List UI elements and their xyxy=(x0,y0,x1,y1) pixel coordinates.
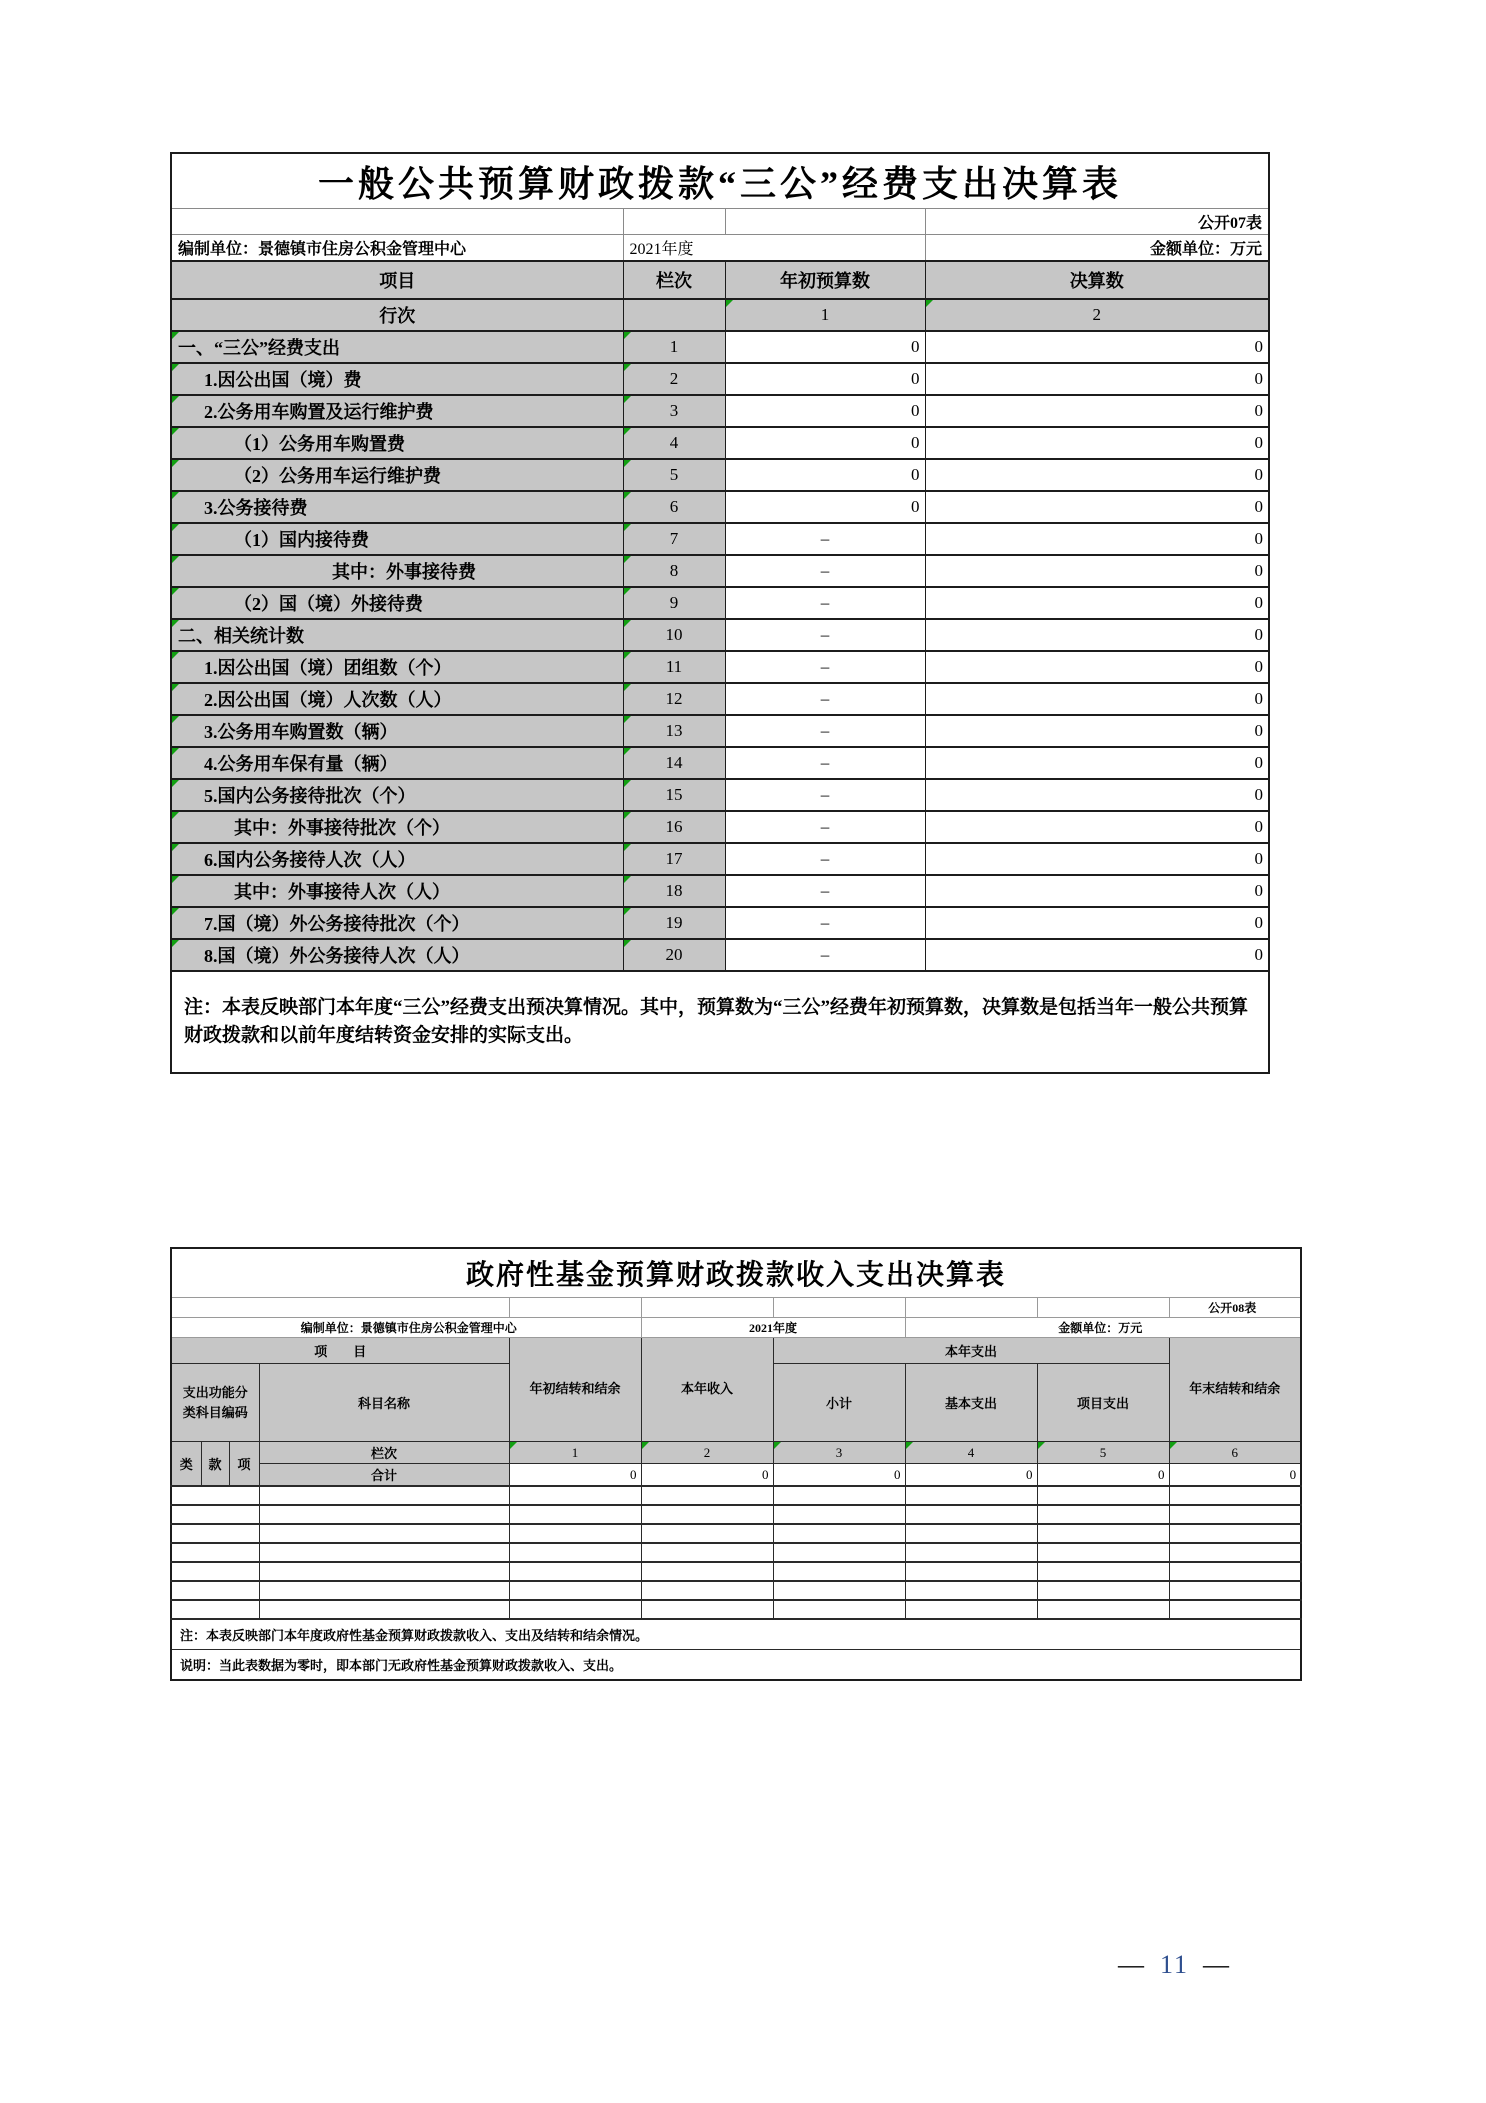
table2-lanci-label: 栏次 xyxy=(259,1442,509,1464)
item-cell: 其中：外事接待批次（个） xyxy=(171,811,623,843)
empty-cell xyxy=(171,1600,259,1619)
empty-cell xyxy=(1037,1505,1169,1524)
table-row xyxy=(171,683,1269,715)
budget-value-cell: – xyxy=(725,811,925,843)
budget-value-cell: – xyxy=(725,683,925,715)
budget-value-cell: – xyxy=(725,523,925,555)
table1-year: 2021年度 xyxy=(623,235,925,262)
empty-cell xyxy=(259,1581,509,1600)
page-number-value: 11 xyxy=(1160,1950,1190,1979)
table2-colno: 6 xyxy=(1169,1442,1301,1464)
empty-cell xyxy=(773,1600,905,1619)
empty-cell xyxy=(509,1562,641,1581)
empty-cell xyxy=(1037,1581,1169,1600)
empty-cell xyxy=(641,1486,773,1505)
empty-cell xyxy=(773,1505,905,1524)
spacer-cell xyxy=(641,1298,773,1318)
empty-data-row xyxy=(171,1600,1301,1619)
budget-value-cell: – xyxy=(725,843,925,875)
table2-note: 注：本表反映部门本年度政府性基金预算财政拨款收入、支出及结转和结余情况。 xyxy=(171,1619,1301,1650)
table2-header-subtotal: 小计 xyxy=(773,1364,905,1442)
empty-cell xyxy=(641,1543,773,1562)
empty-cell xyxy=(1169,1524,1301,1543)
page-number xyxy=(1118,1950,1231,1980)
table2-header-project-exp: 项目支出 xyxy=(1037,1364,1169,1442)
empty-cell xyxy=(905,1600,1037,1619)
table2-total-value: 0 xyxy=(641,1464,773,1487)
item-cell: 二、相关统计数 xyxy=(171,619,623,651)
line-number-cell: 13 xyxy=(623,715,725,747)
item-cell: 2.公务用车购置及运行维护费 xyxy=(171,395,623,427)
table1-colno-1: 1 xyxy=(725,299,925,331)
final-value-cell: 0 xyxy=(925,747,1269,779)
line-number-cell: 18 xyxy=(623,875,725,907)
table-row xyxy=(171,843,1269,875)
table2-colno: 2 xyxy=(641,1442,773,1464)
item-cell: （2）公务用车运行维护费 xyxy=(171,459,623,491)
line-number-cell: 3 xyxy=(623,395,725,427)
empty-cell xyxy=(259,1600,509,1619)
item-cell: 6.国内公务接待人次（人） xyxy=(171,843,623,875)
spacer-cell xyxy=(623,209,725,235)
final-value-cell: 0 xyxy=(925,459,1269,491)
final-value-cell: 0 xyxy=(925,395,1269,427)
item-cell: （1）国内接待费 xyxy=(171,523,623,555)
empty-cell xyxy=(171,1562,259,1581)
empty-data-row xyxy=(171,1543,1301,1562)
budget-value-cell: – xyxy=(725,651,925,683)
spacer-cell xyxy=(1037,1298,1169,1318)
empty-cell xyxy=(171,1505,259,1524)
item-cell: 7.国（境）外公务接待批次（个） xyxy=(171,907,623,939)
spacer-cell xyxy=(905,1298,1037,1318)
budget-value-cell: – xyxy=(725,875,925,907)
table-row xyxy=(171,811,1269,843)
table-row xyxy=(171,363,1269,395)
item-cell: 一、“三公”经费支出 xyxy=(171,331,623,363)
table2-colno: 1 xyxy=(509,1442,641,1464)
empty-cell xyxy=(1169,1562,1301,1581)
item-cell: 4.公务用车保有量（辆） xyxy=(171,747,623,779)
line-number-cell: 12 xyxy=(623,683,725,715)
budget-value-cell: – xyxy=(725,715,925,747)
item-cell: （2）国（境）外接待费 xyxy=(171,587,623,619)
table2-total-value: 0 xyxy=(1037,1464,1169,1487)
table2-colno: 5 xyxy=(1037,1442,1169,1464)
table2-header-item: 项 xyxy=(229,1442,259,1487)
budget-value-cell: – xyxy=(725,907,925,939)
line-number-cell: 11 xyxy=(623,651,725,683)
empty-cell xyxy=(1037,1543,1169,1562)
empty-cell xyxy=(171,1486,259,1505)
empty-cell xyxy=(905,1524,1037,1543)
table-row xyxy=(171,875,1269,907)
empty-cell xyxy=(509,1505,641,1524)
table1-title: 一般公共预算财政拨款“三公”经费支出决算表 xyxy=(171,153,1269,209)
table2-total-label: 合计 xyxy=(259,1464,509,1487)
budget-value-cell: 0 xyxy=(725,491,925,523)
empty-cell xyxy=(773,1524,905,1543)
empty-cell xyxy=(509,1524,641,1543)
budget-value-cell: – xyxy=(725,779,925,811)
item-cell: 2.因公出国（境）人次数（人） xyxy=(171,683,623,715)
table2-header-begin-balance: 年初结转和结余 xyxy=(509,1338,641,1442)
item-cell: 3.公务接待费 xyxy=(171,491,623,523)
empty-data-row xyxy=(171,1562,1301,1581)
final-value-cell: 0 xyxy=(925,875,1269,907)
page-number-dash-right: — xyxy=(1203,1950,1232,1979)
table2-total-value: 0 xyxy=(509,1464,641,1487)
final-value-cell: 0 xyxy=(925,843,1269,875)
empty-cell xyxy=(1169,1600,1301,1619)
table2-total-value: 0 xyxy=(1169,1464,1301,1487)
final-value-cell: 0 xyxy=(925,939,1269,971)
empty-cell xyxy=(259,1543,509,1562)
final-value-cell: 0 xyxy=(925,363,1269,395)
empty-cell xyxy=(171,1581,259,1600)
empty-cell xyxy=(641,1600,773,1619)
table2-header-end-balance: 年末结转和结余 xyxy=(1169,1338,1301,1442)
empty-cell xyxy=(509,1581,641,1600)
table-row xyxy=(171,619,1269,651)
table-row xyxy=(171,587,1269,619)
table2-year: 2021年度 xyxy=(641,1318,905,1338)
line-number-cell: 10 xyxy=(623,619,725,651)
item-cell: 其中：外事接待费 xyxy=(171,555,623,587)
table2-header-expenditure-group: 本年支出 xyxy=(773,1338,1169,1364)
line-number-cell: 16 xyxy=(623,811,725,843)
line-number-cell: 15 xyxy=(623,779,725,811)
table1-col-header-budget: 年初预算数 xyxy=(725,261,925,299)
item-cell: （1）公务用车购置费 xyxy=(171,427,623,459)
table2-empty-body xyxy=(171,1486,1301,1619)
line-number-cell: 8 xyxy=(623,555,725,587)
table2-header-basic: 基本支出 xyxy=(905,1364,1037,1442)
empty-data-row xyxy=(171,1524,1301,1543)
table2-explanation: 说明：当此表数据为零时，即本部门无政府性基金预算财政拨款收入、支出。 xyxy=(171,1650,1301,1681)
table1-col-header-line: 栏次 xyxy=(623,261,725,299)
budget-value-cell: – xyxy=(725,555,925,587)
table-row xyxy=(171,715,1269,747)
page-number-dash-left: — xyxy=(1118,1950,1146,1979)
item-cell: 3.公务用车购置数（辆） xyxy=(171,715,623,747)
empty-cell xyxy=(773,1562,905,1581)
line-number-cell: 6 xyxy=(623,491,725,523)
table-row xyxy=(171,651,1269,683)
line-number-cell: 9 xyxy=(623,587,725,619)
empty-cell xyxy=(1169,1543,1301,1562)
line-number-cell: 2 xyxy=(623,363,725,395)
budget-value-cell: – xyxy=(725,587,925,619)
table-row xyxy=(171,747,1269,779)
table-row xyxy=(171,427,1269,459)
spacer-cell xyxy=(171,209,623,235)
table1-col-header-final: 决算数 xyxy=(925,261,1269,299)
empty-cell xyxy=(1037,1562,1169,1581)
table1-note: 注：本表反映部门本年度“三公”经费支出预决算情况。其中，预算数为“三公”经费年初预算数，决算数是包括当年一般公共预算财政拨款和以前年度结转资金安排的实际支出。 xyxy=(171,971,1269,1073)
final-value-cell: 0 xyxy=(925,811,1269,843)
final-value-cell: 0 xyxy=(925,683,1269,715)
table2-header-section: 款 xyxy=(201,1442,229,1487)
budget-value-cell: – xyxy=(725,939,925,971)
spacer-cell xyxy=(171,1298,509,1318)
line-number-cell: 14 xyxy=(623,747,725,779)
item-cell: 5.国内公务接待批次（个） xyxy=(171,779,623,811)
table-row xyxy=(171,459,1269,491)
table1-code: 公开07表 xyxy=(925,209,1269,235)
empty-cell xyxy=(905,1486,1037,1505)
table2-header-subject-name: 科目名称 xyxy=(259,1364,509,1442)
table2-header-project-group: 项 目 xyxy=(171,1338,509,1364)
spacer-cell xyxy=(623,299,725,331)
empty-cell xyxy=(259,1505,509,1524)
empty-cell xyxy=(1037,1600,1169,1619)
final-value-cell: 0 xyxy=(925,427,1269,459)
table-row xyxy=(171,779,1269,811)
item-cell: 1.因公出国（境）团组数（个） xyxy=(171,651,623,683)
table-row xyxy=(171,939,1269,971)
empty-cell xyxy=(171,1543,259,1562)
final-value-cell: 0 xyxy=(925,619,1269,651)
empty-cell xyxy=(1169,1581,1301,1600)
final-value-cell: 0 xyxy=(925,715,1269,747)
empty-cell xyxy=(509,1543,641,1562)
final-value-cell: 0 xyxy=(925,779,1269,811)
empty-cell xyxy=(773,1581,905,1600)
empty-data-row xyxy=(171,1581,1301,1600)
empty-cell xyxy=(905,1581,1037,1600)
table2-header-current-income: 本年收入 xyxy=(641,1338,773,1442)
empty-data-row xyxy=(171,1486,1301,1505)
spacer-cell xyxy=(773,1298,905,1318)
table2-code: 公开08表 xyxy=(1169,1298,1301,1318)
table2-header-func-code: 支出功能分类科目编码 xyxy=(171,1364,259,1442)
empty-cell xyxy=(259,1486,509,1505)
empty-cell xyxy=(641,1505,773,1524)
table1-prepared-by: 编制单位：景德镇市住房公积金管理中心 xyxy=(171,235,623,262)
table2-colno: 4 xyxy=(905,1442,1037,1464)
empty-cell xyxy=(509,1486,641,1505)
table1-body xyxy=(171,331,1269,971)
table-row xyxy=(171,491,1269,523)
spacer-cell xyxy=(509,1298,641,1318)
item-cell: 其中：外事接待人次（人） xyxy=(171,875,623,907)
line-number-cell: 19 xyxy=(623,907,725,939)
final-value-cell: 0 xyxy=(925,907,1269,939)
empty-cell xyxy=(905,1505,1037,1524)
empty-cell xyxy=(259,1562,509,1581)
line-number-cell: 5 xyxy=(623,459,725,491)
gov-fund-budget-table xyxy=(170,1247,1302,1681)
empty-cell xyxy=(1169,1486,1301,1505)
final-value-cell: 0 xyxy=(925,651,1269,683)
empty-cell xyxy=(905,1543,1037,1562)
table2-title: 政府性基金预算财政拨款收入支出决算表 xyxy=(171,1248,1301,1298)
table1-colno-2: 2 xyxy=(925,299,1269,331)
table2-colno: 3 xyxy=(773,1442,905,1464)
final-value-cell: 0 xyxy=(925,587,1269,619)
final-value-cell: 0 xyxy=(925,555,1269,587)
line-number-cell: 4 xyxy=(623,427,725,459)
line-number-cell: 20 xyxy=(623,939,725,971)
final-value-cell: 0 xyxy=(925,523,1269,555)
table-row xyxy=(171,395,1269,427)
empty-cell xyxy=(641,1562,773,1581)
empty-cell xyxy=(641,1524,773,1543)
table2-header-class: 类 xyxy=(171,1442,201,1487)
budget-value-cell: 0 xyxy=(725,331,925,363)
item-cell: 1.因公出国（境）费 xyxy=(171,363,623,395)
empty-cell xyxy=(1169,1505,1301,1524)
table2-total-value: 0 xyxy=(905,1464,1037,1487)
budget-value-cell: 0 xyxy=(725,459,925,491)
table2-total-value: 0 xyxy=(773,1464,905,1487)
budget-value-cell: – xyxy=(725,747,925,779)
budget-value-cell: 0 xyxy=(725,427,925,459)
budget-value-cell: 0 xyxy=(725,363,925,395)
empty-cell xyxy=(641,1581,773,1600)
three-public-expense-table xyxy=(170,152,1270,1074)
line-number-cell: 1 xyxy=(623,331,725,363)
budget-value-cell: 0 xyxy=(725,395,925,427)
item-cell: 8.国（境）外公务接待人次（人） xyxy=(171,939,623,971)
empty-cell xyxy=(1037,1524,1169,1543)
empty-cell xyxy=(773,1486,905,1505)
table-row xyxy=(171,555,1269,587)
table2-unit: 金额单位：万元 xyxy=(905,1318,1301,1338)
line-number-cell: 7 xyxy=(623,523,725,555)
table1-line-header-label: 行次 xyxy=(171,299,623,331)
line-number-cell: 17 xyxy=(623,843,725,875)
final-value-cell: 0 xyxy=(925,331,1269,363)
table-row xyxy=(171,523,1269,555)
empty-cell xyxy=(171,1524,259,1543)
empty-data-row xyxy=(171,1505,1301,1524)
empty-cell xyxy=(905,1562,1037,1581)
table1-col-header-item: 项目 xyxy=(171,261,623,299)
spacer-cell xyxy=(725,209,925,235)
table1-unit: 金额单位：万元 xyxy=(925,235,1269,262)
empty-cell xyxy=(509,1600,641,1619)
table2-prepared-by: 编制单位：景德镇市住房公积金管理中心 xyxy=(171,1318,641,1338)
empty-cell xyxy=(773,1543,905,1562)
budget-value-cell: – xyxy=(725,619,925,651)
final-value-cell: 0 xyxy=(925,491,1269,523)
table-row xyxy=(171,907,1269,939)
empty-cell xyxy=(1037,1486,1169,1505)
table-row xyxy=(171,331,1269,363)
empty-cell xyxy=(259,1524,509,1543)
